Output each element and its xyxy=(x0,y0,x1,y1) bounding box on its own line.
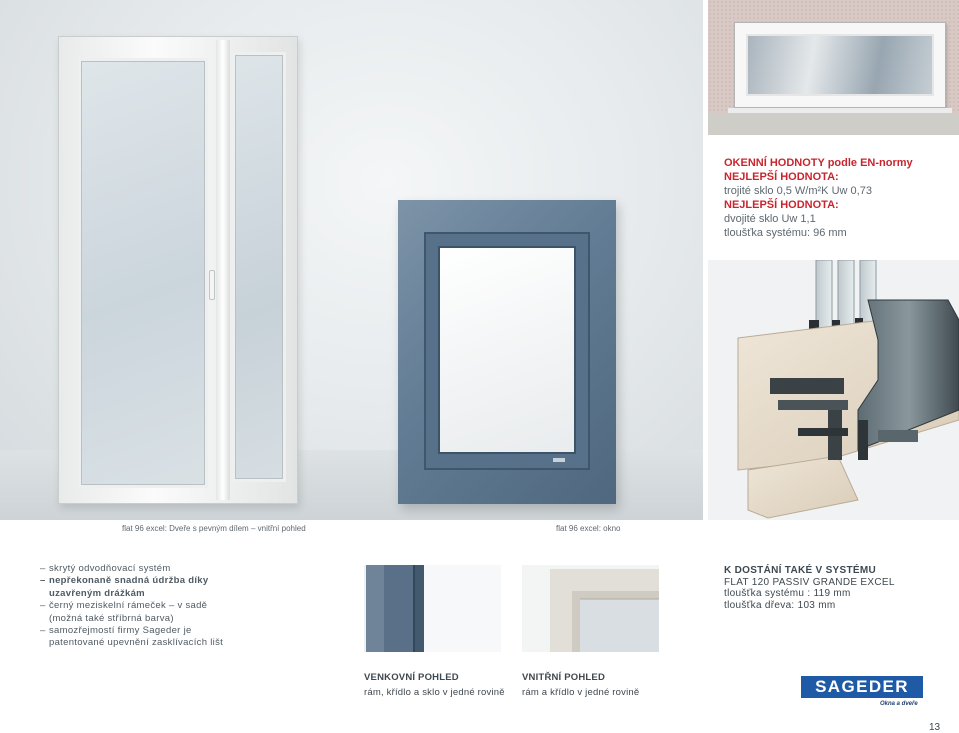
page-number: 13 xyxy=(929,722,941,733)
window-label-sticker xyxy=(553,458,565,462)
exterior-detail-photo xyxy=(364,565,501,652)
interior-detail-drawing xyxy=(522,565,659,652)
feature-item: – černý meziskelní rámeček – v sadě xyxy=(40,600,260,612)
best-value-1: trojité sklo 0,5 W/m²K Uw 0,73 xyxy=(724,185,872,197)
values-title: OKENNÍ HODNOTY podle EN-normy xyxy=(724,157,913,169)
feature-item-continued: patentované upevnění zasklívacích lišt xyxy=(49,637,224,649)
also-available-heading: K DOSTÁNÍ TAKÉ V SYSTÉMU xyxy=(724,565,877,576)
side-light-glass xyxy=(232,52,286,482)
feature-item-continued: (možná také stříbrná barva) xyxy=(49,612,174,624)
door-caption: flat 96 excel: Dveře s pevným dílem – vnitřní pohled xyxy=(122,524,306,533)
window-caption: flat 96 excel: okno xyxy=(556,524,621,533)
profile-cross-section-drawing xyxy=(708,260,959,520)
feature-item: – nepřekonaně snadná údržba díky xyxy=(40,575,260,587)
also-system-thickness: tloušťka systému : 119 mm xyxy=(724,588,851,599)
interior-view-title: VNITŘNÍ POHLED xyxy=(522,672,606,683)
window-values xyxy=(724,156,954,240)
door-glass xyxy=(78,58,208,488)
logo-name: SAGEDER xyxy=(815,677,909,696)
interior-view-text: rám a křídlo v jedné rovině xyxy=(522,687,640,698)
feature-item-continued: uzavřeným drážkám xyxy=(49,587,145,599)
facade-plaster xyxy=(708,113,959,135)
profile-cross-section xyxy=(708,260,959,520)
logo-tagline: Okna a dveře xyxy=(880,701,918,707)
system-thickness: tloušťka systému: 96 mm xyxy=(724,227,847,239)
best-value-label-2: NEJLEPŠÍ HODNOTA: xyxy=(724,199,839,211)
exterior-view-title: VENKOVNÍ POHLED xyxy=(364,672,459,683)
feature-item: – samozřejmostí firmy Sageder je xyxy=(40,625,260,637)
facade-window-pane xyxy=(746,34,934,96)
best-value-2: dvojité sklo Uw 1,1 xyxy=(724,213,816,225)
exterior-view-text: rám, křídlo a sklo v jedné rovině xyxy=(364,687,505,698)
door-handle xyxy=(209,270,215,300)
also-available xyxy=(724,565,954,611)
also-wood-thickness: tloušťka dřeva: 103 mm xyxy=(724,599,836,611)
also-system-name: FLAT 120 PASSIV GRANDE EXCEL xyxy=(724,576,895,588)
sageder-logo xyxy=(801,676,923,698)
interior-view-label xyxy=(522,672,639,698)
facade-window-photo xyxy=(708,0,959,135)
best-value-label-1: NEJLEPŠÍ HODNOTA: xyxy=(724,171,839,183)
features-list xyxy=(40,563,260,650)
window-glass xyxy=(438,246,576,454)
exterior-detail-drawing xyxy=(364,565,501,652)
interior-detail-photo xyxy=(522,565,659,652)
feature-item: – skrytý odvodňovací systém xyxy=(40,563,260,575)
door-mullion xyxy=(216,40,230,500)
exterior-view-label xyxy=(364,672,505,698)
